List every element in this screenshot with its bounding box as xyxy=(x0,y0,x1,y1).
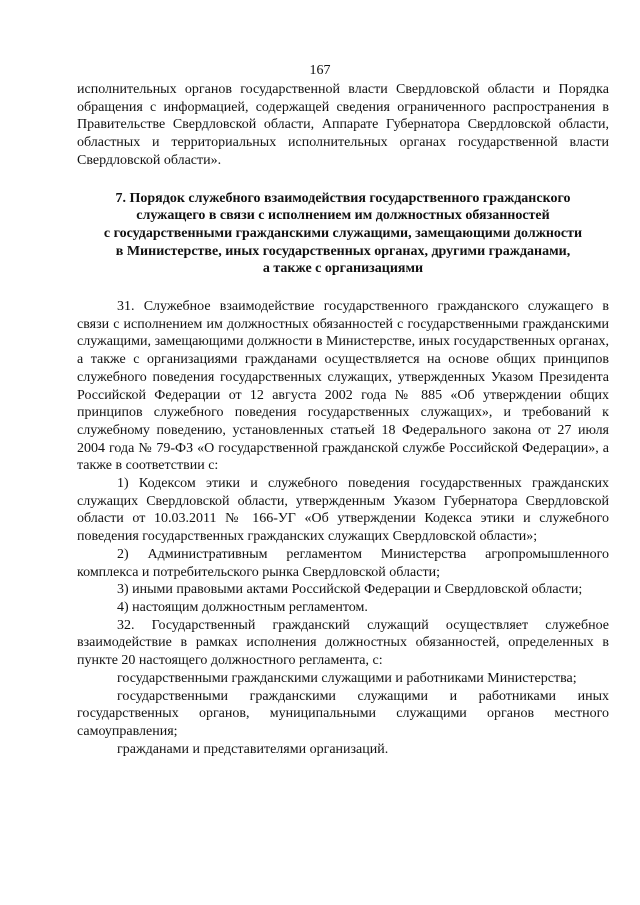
document-body xyxy=(77,81,609,758)
list-item: 4) настоящим должностным регламентом. xyxy=(117,599,368,615)
list-item: государственными гражданскими служащими и работниками иных государственных органов, муниципальными служащими органов местного самоуправления; xyxy=(77,688,609,739)
list-item: гражданами и представителями организаций. xyxy=(117,741,389,757)
page-number: 167 xyxy=(309,63,331,78)
list-item: 1) Кодексом этики и служебного поведения государственных гражданских служащих Свердловской области, утвержденным Указом Губернатора Свердловской области от 10.03.2011 № 166-УГ «Об утверждении Кодекса этики и служебного поведения государственных гражданских служащих Свердловской области»; xyxy=(77,476,609,545)
list-item: 3) иными правовыми актами Российской Федерации и Свердловской области; xyxy=(117,582,583,598)
intro-paragraph: исполнительных органов государственной власти Свердловской области и Порядка обращения с информацией, содержащей сведения ограниченного распространения в Правительстве Свердловской области, Аппарате Губернатора Свердловской области, областных и территориальных исполнительных органах государственной власти Свердловской области». xyxy=(77,82,609,168)
paragraph-32: 32. Государственный гражданский служащий осуществляет служебное взаимодействие в рамках исполнения должностных обязанностей, определенных в пункте 20 настоящего должностного регламента, с: xyxy=(77,617,609,669)
section-heading-line: в Министерстве, иных государственных органах, другими гражданами, xyxy=(115,243,571,259)
section-heading-line: служащего в связи с исполнением им должностных обязанностей xyxy=(136,208,550,224)
section-heading xyxy=(77,190,609,279)
section-heading-line: с государственными гражданскими служащими, замещающими должности xyxy=(103,225,583,241)
paragraph-31: 31. Служебное взаимодействие государственного гражданского служащего в связи с исполнением им должностных обязанностей с государственными гражданскими служащими, замещающими должности в Министерстве, иных государственных органах, а также с организациями гражданами осуществляется на основе общих принципов служебного поведения государственных служащих, утвержденных Указом Президента Российской Федерации от 12 августа 2002 года № 885 «Об утверждении общих принципов служебного поведения государственных служащих», и требований к служебному поведению, установленных статьей 18 Федерального закона от 27 июля 2004 года № 79-ФЗ «О государственной гражданской службе Российской Федерации», а также в соответствии с: xyxy=(77,299,609,474)
list-item: 2) Административным регламентом Министерства агропромышленного комплекса и потребительского рынка Свердловской области; xyxy=(77,546,609,580)
section-heading-line: 7. Порядок служебного взаимодействия государственного гражданского xyxy=(115,190,571,206)
section-heading-line: а также с организациями xyxy=(262,261,424,277)
list-item: государственными гражданскими служащими и работниками Министерства; xyxy=(117,670,577,686)
